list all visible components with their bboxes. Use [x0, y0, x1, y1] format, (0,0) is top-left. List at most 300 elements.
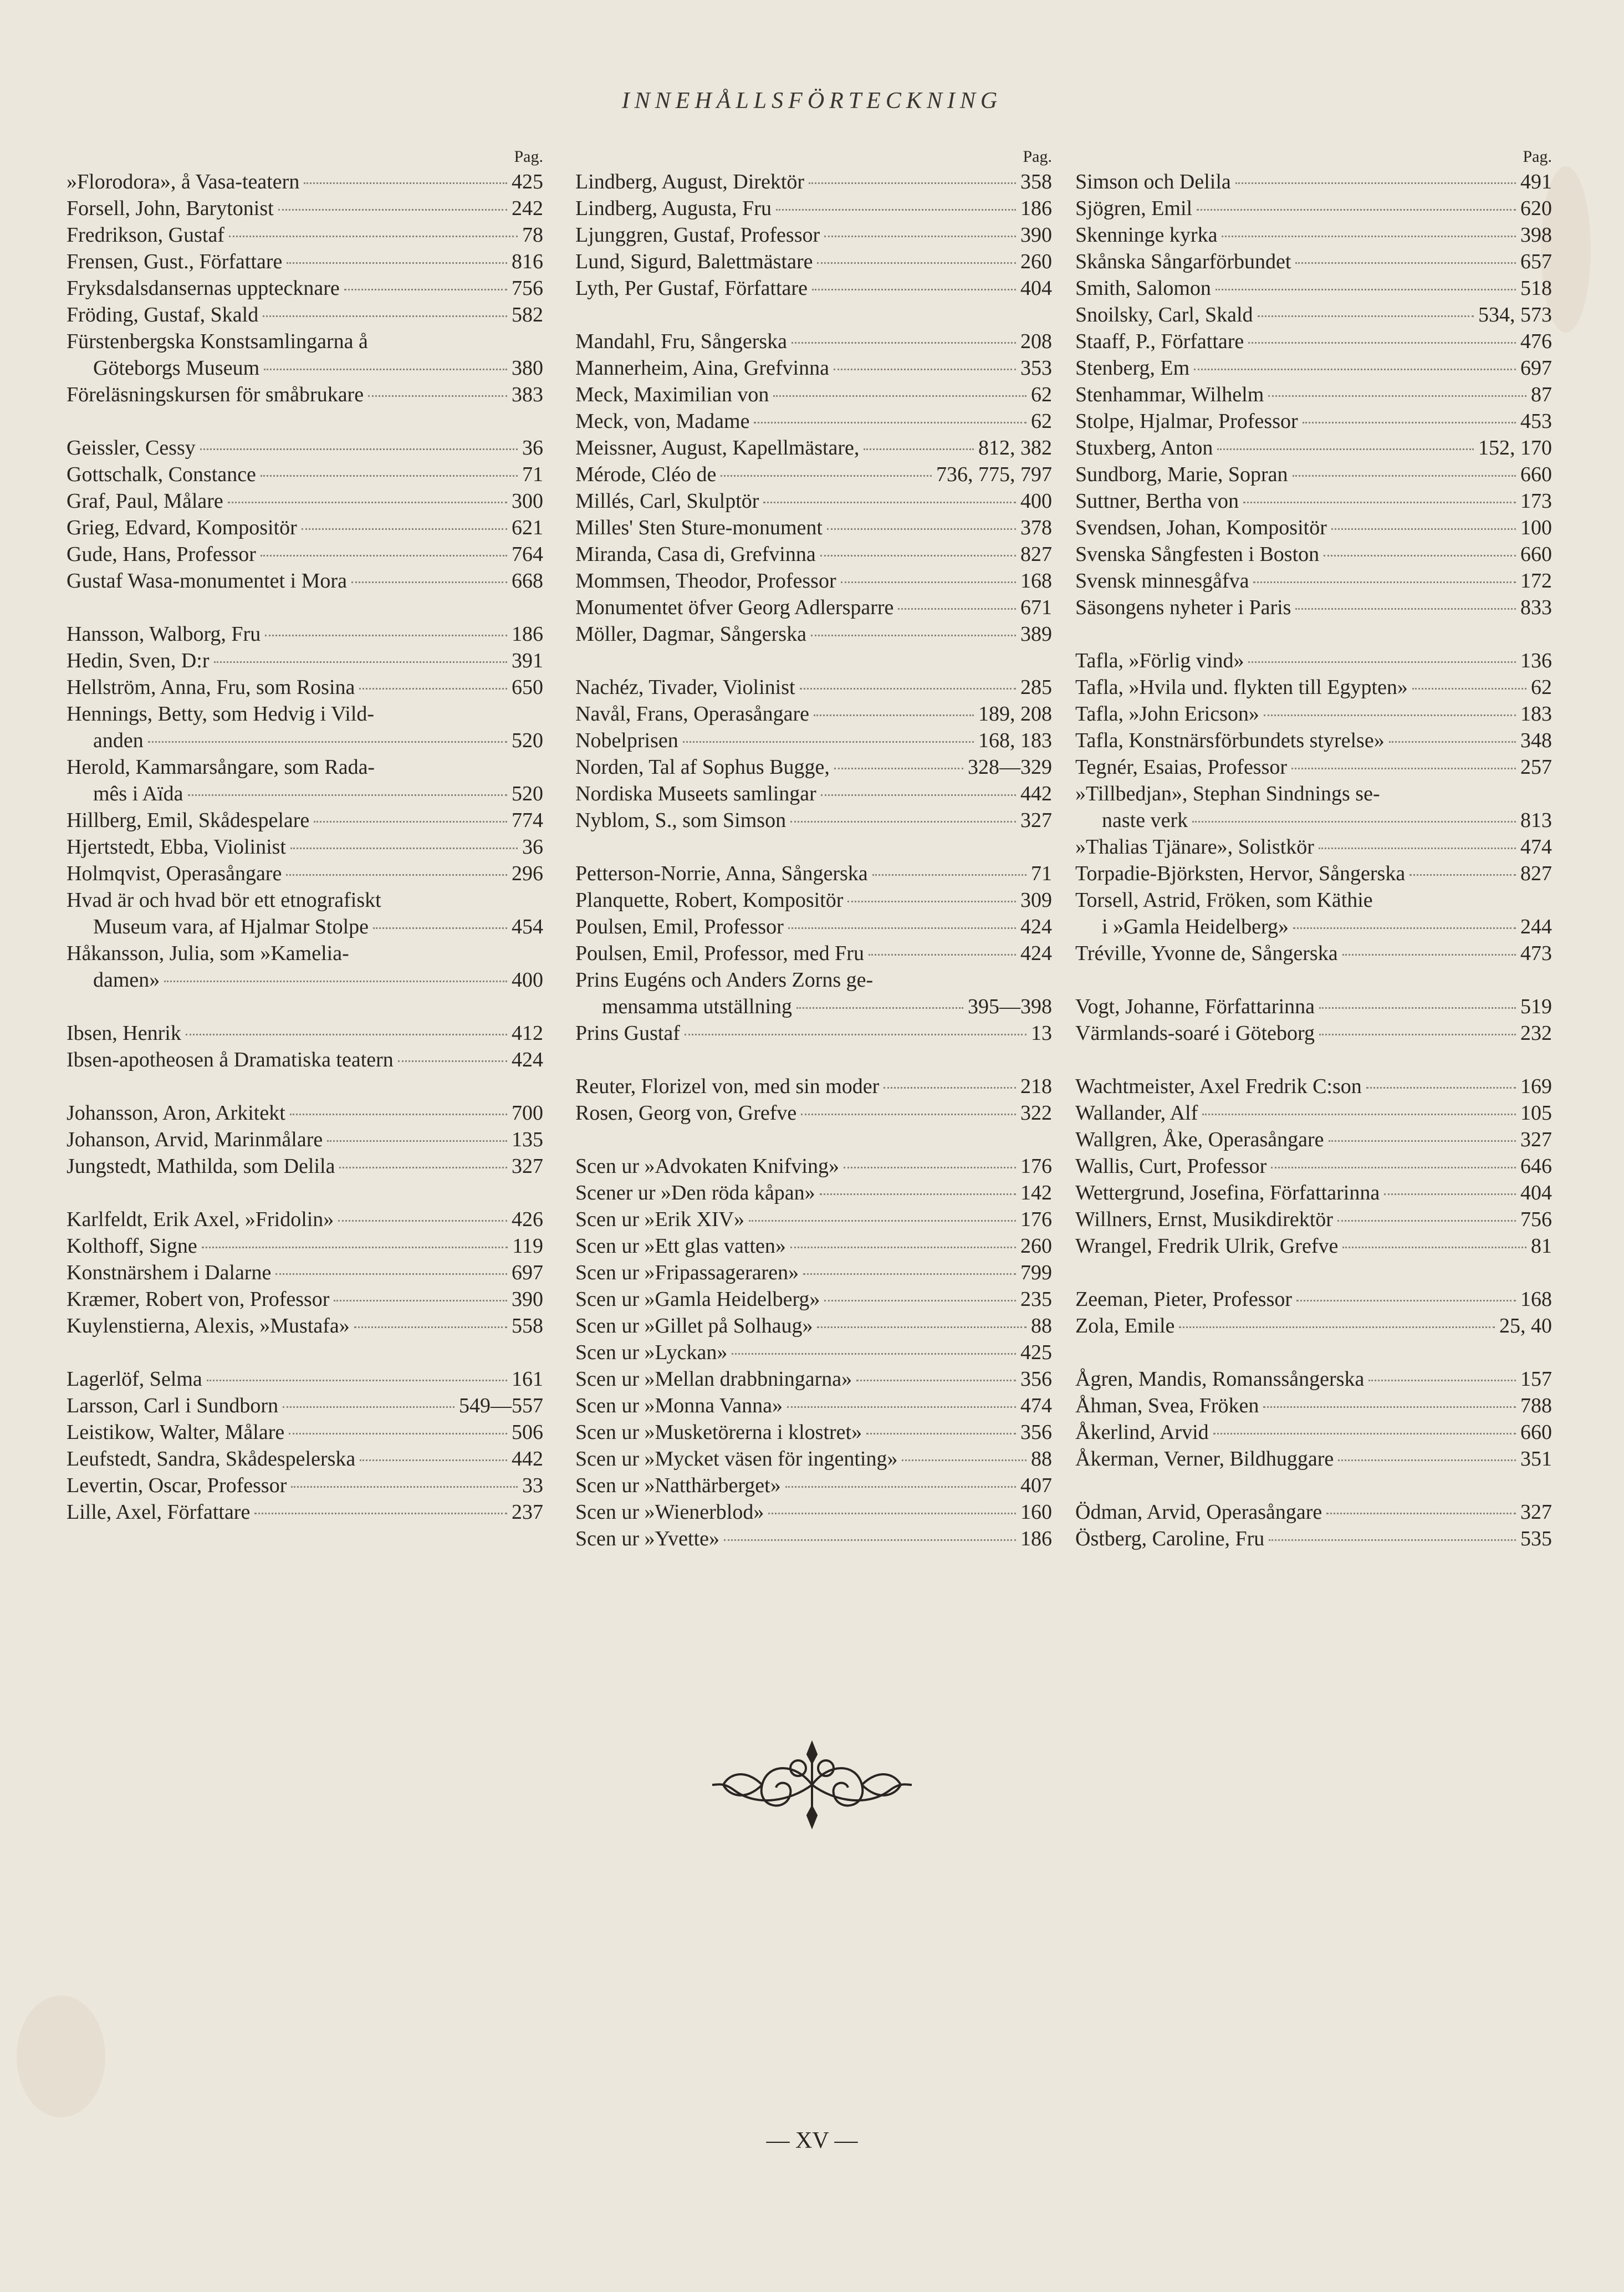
- leader-dots: [202, 1247, 508, 1248]
- index-letter-group: [1075, 1366, 1552, 1472]
- entry-name: Wallis, Curt, Professor: [1075, 1155, 1267, 1178]
- index-entry: [1075, 727, 1552, 754]
- entry-name: Ågren, Mandis, Romanssångerska: [1075, 1367, 1365, 1391]
- leader-dots: [264, 369, 507, 370]
- entry-pages: 650: [512, 676, 543, 699]
- leader-dots: [821, 794, 1016, 796]
- index-entry: [1075, 1525, 1552, 1552]
- leader-dots: [824, 236, 1016, 237]
- leader-dots: [261, 555, 507, 557]
- leader-dots: [1235, 182, 1516, 184]
- entry-pages: 260: [1020, 1234, 1052, 1258]
- leader-dots: [1324, 555, 1516, 557]
- leader-dots: [368, 395, 507, 397]
- index-entry: [67, 461, 543, 488]
- leader-dots: [398, 1060, 507, 1062]
- index-letter-group: [67, 435, 543, 594]
- entry-name: Jungstedt, Mathilda, som Delila: [67, 1155, 335, 1178]
- leader-dots: [291, 1486, 518, 1488]
- entry-pages: 235: [1020, 1288, 1052, 1311]
- index-entry: [67, 1020, 543, 1047]
- leader-dots: [1192, 821, 1516, 823]
- entry-name-continued: naste verk: [1102, 809, 1188, 832]
- entry-name: Scener ur »Den röda kåpan»: [575, 1181, 815, 1204]
- entry-pages: 322: [1020, 1101, 1052, 1125]
- entry-name: Snoilsky, Carl, Skald: [1075, 303, 1253, 326]
- leader-dots: [1222, 236, 1516, 237]
- index-entry: [575, 1206, 1052, 1233]
- entry-pages: 242: [512, 197, 543, 220]
- entry-pages: 172: [1520, 569, 1552, 593]
- index-letter-group: [575, 674, 1052, 834]
- entry-pages: 506: [512, 1421, 543, 1444]
- leader-dots: [812, 289, 1016, 290]
- entry-pages: 442: [1020, 782, 1052, 805]
- entry-name-continued: Göteborgs Museum: [93, 356, 260, 380]
- index-entry: [1075, 1419, 1552, 1446]
- entry-pages: 358: [1020, 170, 1052, 193]
- leader-dots: [1342, 1247, 1526, 1248]
- entry-pages: 189, 208: [978, 702, 1052, 726]
- index-letter-group: [1075, 647, 1552, 967]
- entry-pages: 208: [1020, 330, 1052, 353]
- entry-pages: 535: [1520, 1527, 1552, 1550]
- entry-pages: 764: [512, 543, 543, 566]
- leader-dots: [1202, 1114, 1516, 1115]
- entry-name-continued: mensamma utställning: [602, 995, 793, 1018]
- entry-name: Millés, Carl, Skulptör: [575, 489, 759, 513]
- entry-name: »Florodora», å Vasa-teatern: [67, 170, 300, 193]
- leader-dots: [683, 741, 974, 743]
- leader-dots: [1253, 581, 1516, 583]
- index-letter-group: [575, 169, 1052, 302]
- leader-dots: [1293, 927, 1516, 929]
- entry-pages: 25, 40: [1499, 1314, 1552, 1338]
- entry-name: Gustaf Wasa-monumentet i Mora: [67, 569, 347, 593]
- entry-pages: 697: [1520, 356, 1552, 380]
- index-letter-group: [1075, 1073, 1552, 1259]
- entry-name: Scen ur »Mycket väsen för ingenting»: [575, 1447, 898, 1471]
- entry-pages: 668: [512, 569, 543, 593]
- entry-pages: 404: [1520, 1181, 1552, 1204]
- entry-name: Sundborg, Marie, Sopran: [1075, 463, 1288, 486]
- leader-dots: [1319, 848, 1516, 849]
- index-entry: [575, 568, 1052, 594]
- entry-pages: 152, 170: [1478, 436, 1552, 460]
- index-entry: [1075, 780, 1552, 834]
- entry-name: Hellström, Anna, Fru, som Rosina: [67, 676, 355, 699]
- index-entry: [67, 1472, 543, 1499]
- leader-dots: [768, 1513, 1016, 1514]
- index-entry: [1075, 674, 1552, 701]
- leader-dots: [1319, 1034, 1516, 1035]
- entry-pages: 380: [512, 356, 543, 380]
- entry-pages: 398: [1520, 223, 1552, 247]
- leader-dots: [847, 901, 1016, 902]
- entry-name: »Thalias Tjänare», Solistkör: [1075, 835, 1314, 859]
- leader-dots: [1291, 768, 1516, 769]
- index-entry: [67, 1419, 543, 1446]
- entry-name-continued: anden: [93, 729, 144, 752]
- index-entry: [1075, 408, 1552, 435]
- entry-pages: 173: [1520, 489, 1552, 513]
- index-entry: [67, 701, 543, 754]
- index-entry: [575, 887, 1052, 913]
- entry-pages: 383: [512, 383, 543, 406]
- entry-pages: 160: [1020, 1500, 1052, 1524]
- leader-dots: [1366, 1087, 1516, 1089]
- entry-name: Johansson, Aron, Arkitekt: [67, 1101, 285, 1125]
- entry-name: Nordiska Museets samlingar: [575, 782, 816, 805]
- index-entry: [575, 195, 1052, 222]
- entry-name: Hjertstedt, Ebba, Violinist: [67, 835, 286, 859]
- index-entry: [1075, 275, 1552, 302]
- index-entry: [575, 940, 1052, 967]
- index-entry: [1075, 222, 1552, 248]
- entry-pages: 816: [512, 250, 543, 273]
- entry-pages: 660: [1520, 1421, 1552, 1444]
- entry-pages: 348: [1520, 729, 1552, 752]
- entry-name: Scen ur »Yvette»: [575, 1527, 720, 1550]
- entry-name: Monumentet öfver Georg Adlersparre: [575, 596, 894, 619]
- entry-pages: 105: [1520, 1101, 1552, 1125]
- leader-dots: [373, 927, 507, 929]
- index-entry: [575, 1233, 1052, 1259]
- index-entry: [67, 568, 543, 594]
- leader-dots: [228, 502, 507, 503]
- entry-pages: 453: [1520, 410, 1552, 433]
- entry-pages: 328—329: [968, 756, 1052, 779]
- entry-pages: 176: [1020, 1208, 1052, 1231]
- leader-dots: [339, 1167, 507, 1168]
- leader-dots: [866, 1433, 1016, 1435]
- leader-dots: [1329, 1140, 1516, 1142]
- leader-dots: [773, 395, 1027, 397]
- entry-name: Vogt, Johanne, Författarinna: [1075, 995, 1315, 1018]
- entry-name: Scen ur »Natthärberget»: [575, 1474, 781, 1497]
- entry-pages: 788: [1520, 1394, 1552, 1417]
- entry-name: Tafla, Konstnärsförbundets styrelse»: [1075, 729, 1385, 752]
- entry-name: Fredrikson, Gustaf: [67, 223, 224, 247]
- leader-dots: [796, 1007, 963, 1009]
- entry-pages: 812, 382: [978, 436, 1052, 460]
- entry-pages: 425: [1020, 1341, 1052, 1364]
- entry-pages: 520: [512, 782, 543, 805]
- index-entry: [575, 913, 1052, 940]
- index-column-3: [1075, 145, 1552, 1579]
- entry-name: Åkerman, Verner, Bildhuggare: [1075, 1447, 1334, 1471]
- entry-pages: 356: [1020, 1421, 1052, 1444]
- leader-dots: [864, 448, 974, 450]
- entry-name: Wrangel, Fredrik Ulrik, Grefve: [1075, 1234, 1339, 1258]
- entry-pages: 400: [1020, 489, 1052, 513]
- entry-pages: 412: [512, 1022, 543, 1045]
- index-letter-group: [67, 621, 543, 993]
- entry-name: Lille, Axel, Författare: [67, 1500, 251, 1524]
- leader-dots: [817, 1326, 1027, 1328]
- leader-dots: [188, 794, 507, 796]
- entry-pages: 300: [512, 489, 543, 513]
- entry-name: Åhman, Svea, Fröken: [1075, 1394, 1259, 1417]
- entry-pages: 697: [512, 1261, 543, 1284]
- entry-pages: 827: [1020, 543, 1052, 566]
- entry-name: Nachéz, Tivader, Violinist: [575, 676, 795, 699]
- leader-dots: [791, 342, 1016, 344]
- index-entry: [67, 302, 543, 328]
- entry-pages: 736, 775, 797: [936, 463, 1052, 486]
- index-entry: [575, 541, 1052, 568]
- index-entry: [1075, 1153, 1552, 1180]
- entry-name: Scen ur »Gamla Heidelberg»: [575, 1288, 820, 1311]
- entry-pages: 756: [1520, 1208, 1552, 1231]
- leader-dots: [200, 448, 518, 450]
- index-entry: [1075, 940, 1552, 967]
- leader-dots: [685, 1034, 1027, 1035]
- leader-dots: [790, 821, 1016, 823]
- entry-name: Svenska Sångfesten i Boston: [1075, 543, 1320, 566]
- entry-pages: 296: [512, 862, 543, 885]
- index-entry: [575, 860, 1052, 887]
- entry-name: Willners, Ernst, Musikdirektör: [1075, 1208, 1333, 1231]
- index-entry: [575, 1525, 1052, 1552]
- entry-name: Ljunggren, Gustaf, Professor: [575, 223, 820, 247]
- index-entry: [67, 222, 543, 248]
- index-entry: [575, 222, 1052, 248]
- entry-name: Wallgren, Åke, Operasångare: [1075, 1128, 1324, 1151]
- leader-dots: [820, 1193, 1016, 1195]
- leader-dots: [790, 1247, 1016, 1248]
- entry-pages: 169: [1520, 1075, 1552, 1098]
- index-entry: [575, 701, 1052, 727]
- leader-dots: [1296, 1300, 1516, 1301]
- entry-name: Hansson, Walborg, Fru: [67, 622, 261, 646]
- index-entry: [67, 488, 543, 514]
- leader-dots: [1342, 954, 1516, 956]
- entry-name: Herold, Kammarsångare, som Rada-: [67, 756, 375, 779]
- index-entry: [1075, 594, 1552, 621]
- entry-name: Scen ur »Gillet på Solhaug»: [575, 1314, 813, 1338]
- leader-dots: [763, 502, 1016, 503]
- leader-dots: [884, 1087, 1016, 1089]
- index-entry: [1075, 647, 1552, 674]
- index-entry: [1075, 887, 1552, 940]
- entry-pages: 395—398: [968, 995, 1052, 1018]
- index-entry: [67, 1153, 543, 1180]
- entry-pages: 78: [522, 223, 543, 247]
- entry-pages: 136: [1520, 649, 1552, 672]
- entry-pages: 327: [1020, 809, 1052, 832]
- entry-name: Larsson, Carl i Sundborn: [67, 1394, 279, 1417]
- index-entry: [575, 514, 1052, 541]
- entry-name: Fröding, Gustaf, Skald: [67, 303, 259, 326]
- paper-stain: [17, 1995, 105, 2117]
- entry-name: Stuxberg, Anton: [1075, 436, 1213, 460]
- entry-name-continued: Museum vara, af Hjalmar Stolpe: [93, 915, 369, 938]
- leader-dots: [1194, 369, 1516, 370]
- leader-dots: [1248, 342, 1516, 344]
- entry-name: Tréville, Yvonne de, Sångerska: [1075, 942, 1338, 965]
- entry-pages: 13: [1031, 1022, 1052, 1045]
- index-entry: [1075, 1100, 1552, 1126]
- index-entry: [575, 408, 1052, 435]
- entry-name: Wallander, Alf: [1075, 1101, 1198, 1125]
- entry-name: Poulsen, Emil, Professor: [575, 915, 784, 938]
- entry-name: Fürstenbergska Konstsamlingarna å: [67, 330, 368, 353]
- leader-dots: [354, 1326, 507, 1328]
- leader-dots: [824, 1300, 1016, 1301]
- leader-dots: [834, 369, 1016, 370]
- leader-dots: [1271, 1167, 1516, 1168]
- pag-label: Pag.: [514, 147, 543, 166]
- entry-pages: 657: [1520, 250, 1552, 273]
- leader-dots: [1295, 608, 1516, 610]
- entry-name: Prins Gustaf: [575, 1022, 680, 1045]
- entry-name: Ibsen, Henrik: [67, 1022, 181, 1045]
- entry-pages: 407: [1020, 1474, 1052, 1497]
- entry-pages: 183: [1520, 702, 1552, 726]
- leader-dots: [359, 688, 507, 690]
- index-letter-group: [575, 328, 1052, 647]
- entry-name: Stenberg, Em: [1075, 356, 1190, 380]
- entry-pages: 424: [512, 1048, 543, 1071]
- index-entry: [67, 381, 543, 408]
- entry-name: Scen ur »Ett glas vatten»: [575, 1234, 786, 1258]
- index-entry: [67, 754, 543, 807]
- index-entry: [575, 1499, 1052, 1525]
- entry-name: Mannerheim, Aina, Grefvinna: [575, 356, 829, 380]
- index-entry: [575, 594, 1052, 621]
- entry-name: Graf, Paul, Målare: [67, 489, 223, 513]
- entry-pages: 520: [512, 729, 543, 752]
- leader-dots: [229, 236, 518, 237]
- entry-name: Gottschalk, Constance: [67, 463, 256, 486]
- entry-pages: 389: [1020, 622, 1052, 646]
- entry-name: Johanson, Arvid, Marinmålare: [67, 1128, 323, 1151]
- leader-dots: [827, 528, 1016, 530]
- entry-pages: 327: [1520, 1500, 1552, 1524]
- leader-dots: [1326, 1513, 1516, 1514]
- entry-name: Leistikow, Walter, Målare: [67, 1421, 285, 1444]
- index-entry: [67, 1313, 543, 1339]
- leader-dots: [800, 688, 1016, 690]
- entry-pages: 671: [1020, 596, 1052, 619]
- entry-name: Tafla, »Förlig vind»: [1075, 649, 1244, 672]
- entry-name: Nobelprisen: [575, 729, 678, 752]
- entry-name: Smith, Salomon: [1075, 277, 1211, 300]
- leader-dots: [275, 1273, 507, 1275]
- entry-pages: 390: [1020, 223, 1052, 247]
- index-entry: [67, 834, 543, 860]
- index-entry: [1075, 1366, 1552, 1392]
- index-entry: [67, 940, 543, 993]
- entry-pages: 285: [1020, 676, 1052, 699]
- entry-name: Ödman, Arvid, Operasångare: [1075, 1500, 1322, 1524]
- index-entry: [1075, 1313, 1552, 1339]
- entry-pages: 168: [1020, 569, 1052, 593]
- index-entry: [575, 435, 1052, 461]
- leader-dots: [1384, 1193, 1516, 1195]
- entry-name: Staaff, P., Författare: [1075, 330, 1244, 353]
- entry-name: Stenhammar, Wilhelm: [1075, 383, 1264, 406]
- entry-name: Simson och Delila: [1075, 170, 1231, 193]
- entry-name: Åkerlind, Arvid: [1075, 1421, 1209, 1444]
- entry-pages: 36: [522, 835, 543, 859]
- entry-pages: 424: [1020, 915, 1052, 938]
- leader-dots: [787, 1406, 1016, 1408]
- entry-pages: 660: [1520, 463, 1552, 486]
- leader-dots: [148, 741, 507, 743]
- entry-pages: 81: [1531, 1234, 1552, 1258]
- entry-pages: 218: [1020, 1075, 1052, 1098]
- index-entry: [575, 1366, 1052, 1392]
- index-letter-group: [67, 1366, 543, 1525]
- entry-pages: 660: [1520, 543, 1552, 566]
- entry-pages: 232: [1520, 1022, 1552, 1045]
- index-letter-group: [1075, 169, 1552, 621]
- entry-name: Värmlands-soaré i Göteborg: [1075, 1022, 1315, 1045]
- leader-dots: [263, 315, 507, 317]
- index-entry: [575, 727, 1052, 754]
- entry-name: Kræmer, Robert von, Professor: [67, 1288, 330, 1311]
- entry-pages: 582: [512, 303, 543, 326]
- leader-dots: [360, 1459, 507, 1461]
- index-entry: [1075, 461, 1552, 488]
- entry-pages: 404: [1020, 277, 1052, 300]
- index-entry: [1075, 355, 1552, 381]
- leader-dots: [278, 209, 507, 211]
- index-letter-group: [67, 1020, 543, 1073]
- leader-dots: [290, 848, 518, 849]
- entry-name: Skånska Sångarförbundet: [1075, 250, 1291, 273]
- entry-name: Håkansson, Julia, som »Kamelia-: [67, 942, 349, 965]
- index-entry: [67, 1100, 543, 1126]
- entry-name: Scen ur »Erik XIV»: [575, 1208, 744, 1231]
- index-entry: [67, 674, 543, 701]
- leader-dots: [856, 1380, 1016, 1381]
- entry-pages: 353: [1020, 356, 1052, 380]
- entry-pages: 260: [1020, 250, 1052, 273]
- leader-dots: [724, 1539, 1016, 1541]
- index-entry: [1075, 381, 1552, 408]
- index-entry: [67, 807, 543, 834]
- entry-name: Leufstedt, Sandra, Skådespelerska: [67, 1447, 356, 1471]
- leader-dots: [1368, 1380, 1516, 1381]
- entry-pages: 351: [1520, 1447, 1552, 1471]
- entry-pages: 186: [512, 622, 543, 646]
- entry-name: Mandahl, Fru, Sångerska: [575, 330, 788, 353]
- index-letter-group: [67, 1206, 543, 1339]
- index-entry: [67, 1392, 543, 1419]
- entry-pages: 135: [512, 1128, 543, 1151]
- leader-dots: [788, 927, 1016, 929]
- entry-pages: 518: [1520, 277, 1552, 300]
- entry-pages: 756: [512, 277, 543, 300]
- entry-name: Hedin, Sven, D:r: [67, 649, 210, 672]
- index-entry: [1075, 1126, 1552, 1153]
- entry-name: Svensk minnesgåfva: [1075, 569, 1249, 593]
- index-entry: [575, 780, 1052, 807]
- leader-dots: [820, 555, 1016, 557]
- entry-pages: 88: [1031, 1314, 1052, 1338]
- entry-name: Suttner, Bertha von: [1075, 489, 1239, 513]
- leader-dots: [811, 635, 1016, 636]
- leader-dots: [841, 581, 1016, 583]
- entry-pages: 327: [1520, 1128, 1552, 1151]
- entry-name: Planquette, Robert, Kompositör: [575, 889, 844, 912]
- index-entry: [1075, 568, 1552, 594]
- entry-name: Säsongens nyheter i Paris: [1075, 596, 1291, 619]
- leader-dots: [1216, 289, 1516, 290]
